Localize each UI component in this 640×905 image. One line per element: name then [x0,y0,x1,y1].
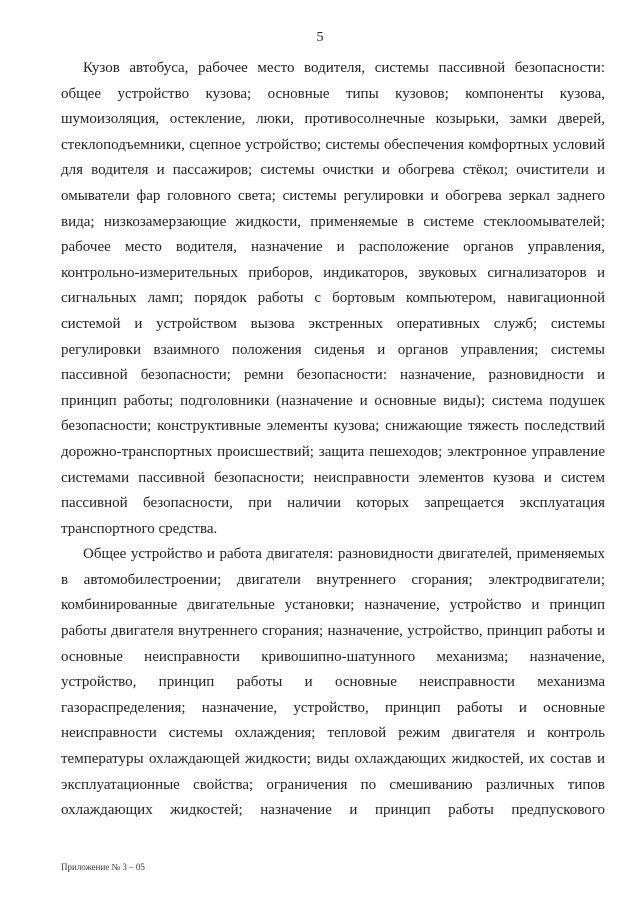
paragraph-engine-general: Общее устройство и работа двигателя: разновидности двигателей, применяемых в автомобилестроении; двигатели внутреннего сгорания; электродвигатели; комбинированные двигательные установки; назначение, устройство и принцип работы двигателя внутреннего сгорания; назначение, устройство, принцип работы и основные неисправности кривошипно-шатунного механизма; назначение, устройство, принцип работы и основные неисправности механизма газораспределения; назначение, устройство, принцип работы и основные неисправности системы охлаждения; тепловой режим двигателя и контроль температуры охлаждающей жидкости; виды охлаждающих жидкостей, их состав и эксплуатационные свойства; ограничения по смешиванию различных типов охлаждающих жидкостей; назначение и принцип работы предпускового [61,546,605,819]
footer-appendix-label: Приложение № 3 – 05 [61,862,145,872]
page-number: 5 [316,30,324,45]
paragraph-bus-body-safety: Кузов автобуса, рабочее место водителя, системы пассивной безопасности: общее устройство кузова; основные типы кузовов; компоненты кузова, шумоизоляция, остекление, люки, противосолнечные козырьки, замки дверей, стеклоподъемники, сцепное устройство; системы обеспечения комфортных условий для водителя и пассажиров; системы очистки и обогрева стёкол; очистители и омыватели фар головного света; системы регулировки и обогрева зеркал заднего вида; низкозамерзающие жидкости, применяемые в системе стеклоомывателей; рабочее место водителя, назначение и расположение органов управления, контрольно-измерительных приборов, индикаторов, звуковых сигнализаторов и сигнальных ламп; порядок работы с бортовым компьютером, навигационной системой и устройством вызова экстренных оперативных служб; системы регулировки взаимного положения сиденья и органов управления; системы пассивной безопасности; ремни безопасности: назначение, разновидности и принцип работы; подголовники (назначение и основные виды); система подушек безопасности; конструктивные элементы кузова; снижающие тяжесть последствий дорожно-транспортных происшествий; защита пешеходов; электронное управление системами пассивной безопасности; неисправности элементов кузова и систем пассивной безопасности, при наличии которых запрещается эксплуатация транспортного средства. [61,60,605,537]
document-body [61,56,605,824]
